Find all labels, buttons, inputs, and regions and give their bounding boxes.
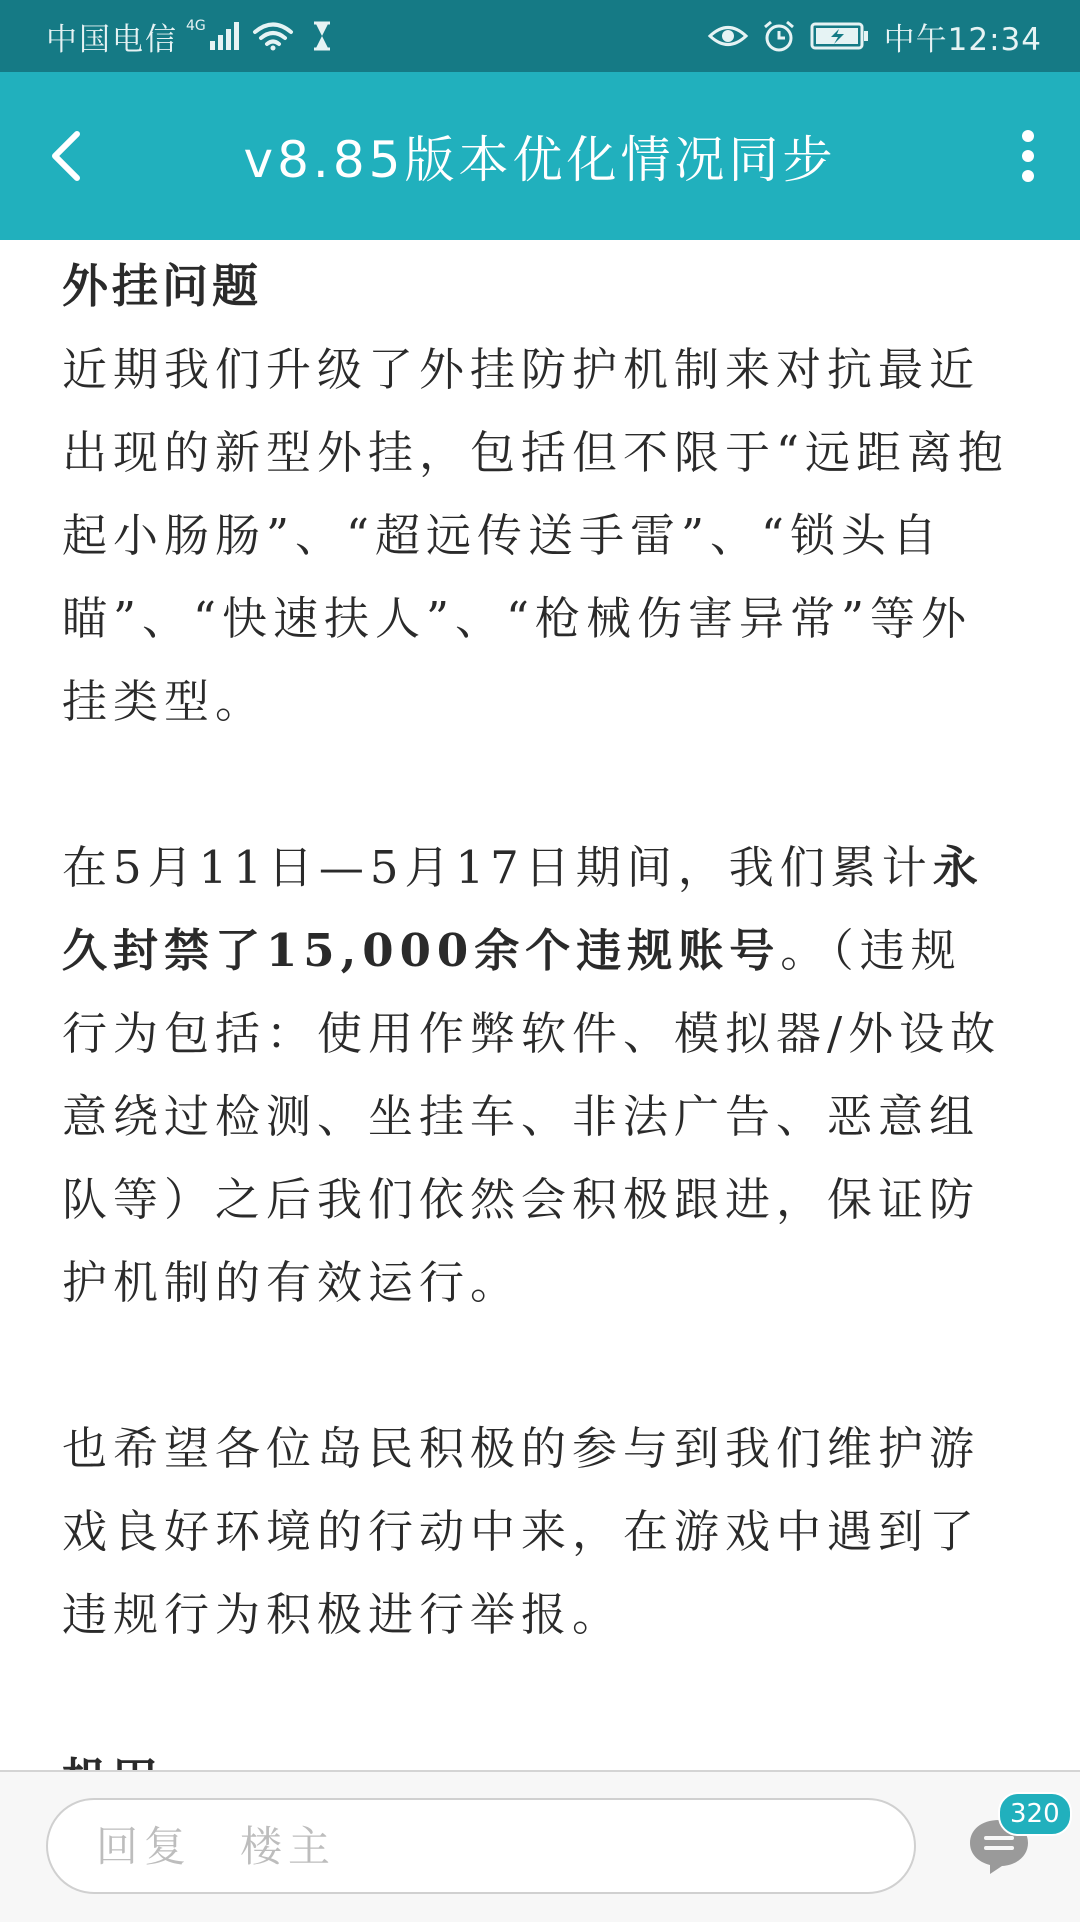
status-right <box>708 0 1042 72</box>
battery-icon <box>810 21 870 51</box>
hourglass-icon <box>311 21 333 51</box>
carrier-name: 中国电信 <box>46 21 178 58</box>
page-title: v8.85版本优化情况同步 <box>243 131 837 189</box>
paragraph-2-text-start: 在5月11日—5月17日期间，我们累计 <box>62 841 933 894</box>
status-left <box>46 0 333 72</box>
alarm-icon <box>762 19 796 53</box>
paragraph-spacer <box>62 1324 1012 1407</box>
paragraph-2-text-end: 。（违规行为包括：使用作弊软件、模拟器/外设故意绕过检测、坐挂车、非法广告、恶意组队等）之后我们依然会积极跟进，保证防护机制的有效运行。 <box>62 924 1002 1309</box>
article-content <box>62 240 1012 1770</box>
chevron-left-icon <box>47 130 83 182</box>
wifi-icon <box>253 21 293 51</box>
article-paragraph-1: 近期我们升级了外挂防护机制来对抗最近出现的新型外挂，包括但不限于“远距离抱起小肠肠”、“超远传送手雷”、“锁头自瞄”、“快速扶人”、“枪械伤害异常”等外挂类型。 <box>62 343 1010 728</box>
signal-icon <box>210 22 239 50</box>
article-paragraph-2 <box>62 826 1012 1324</box>
more-vertical-icon <box>1020 129 1036 183</box>
ban-count-highlight: 永久封禁了15,000余个违规账号 <box>62 841 984 977</box>
section-heading-cheats: 外挂问题 <box>62 259 262 313</box>
comment-count-badge: 320 <box>998 1792 1072 1836</box>
eye-icon <box>708 21 748 51</box>
network-type: 4G <box>186 18 206 34</box>
back-button[interactable] <box>30 116 100 196</box>
paragraph-spacer <box>62 743 1012 826</box>
article-paragraph-3: 也希望各位岛民积极的参与到我们维护游戏良好环境的行动中来，在游戏中遇到了违规行为积极进行举报。 <box>62 1422 981 1641</box>
more-options-button[interactable] <box>1000 116 1056 196</box>
status-time: 中午12:34 <box>883 21 1042 58</box>
status-bar <box>0 0 1080 72</box>
reply-input[interactable] <box>46 1798 916 1894</box>
title-bar <box>0 72 1080 240</box>
reply-bar <box>0 1770 1080 1922</box>
